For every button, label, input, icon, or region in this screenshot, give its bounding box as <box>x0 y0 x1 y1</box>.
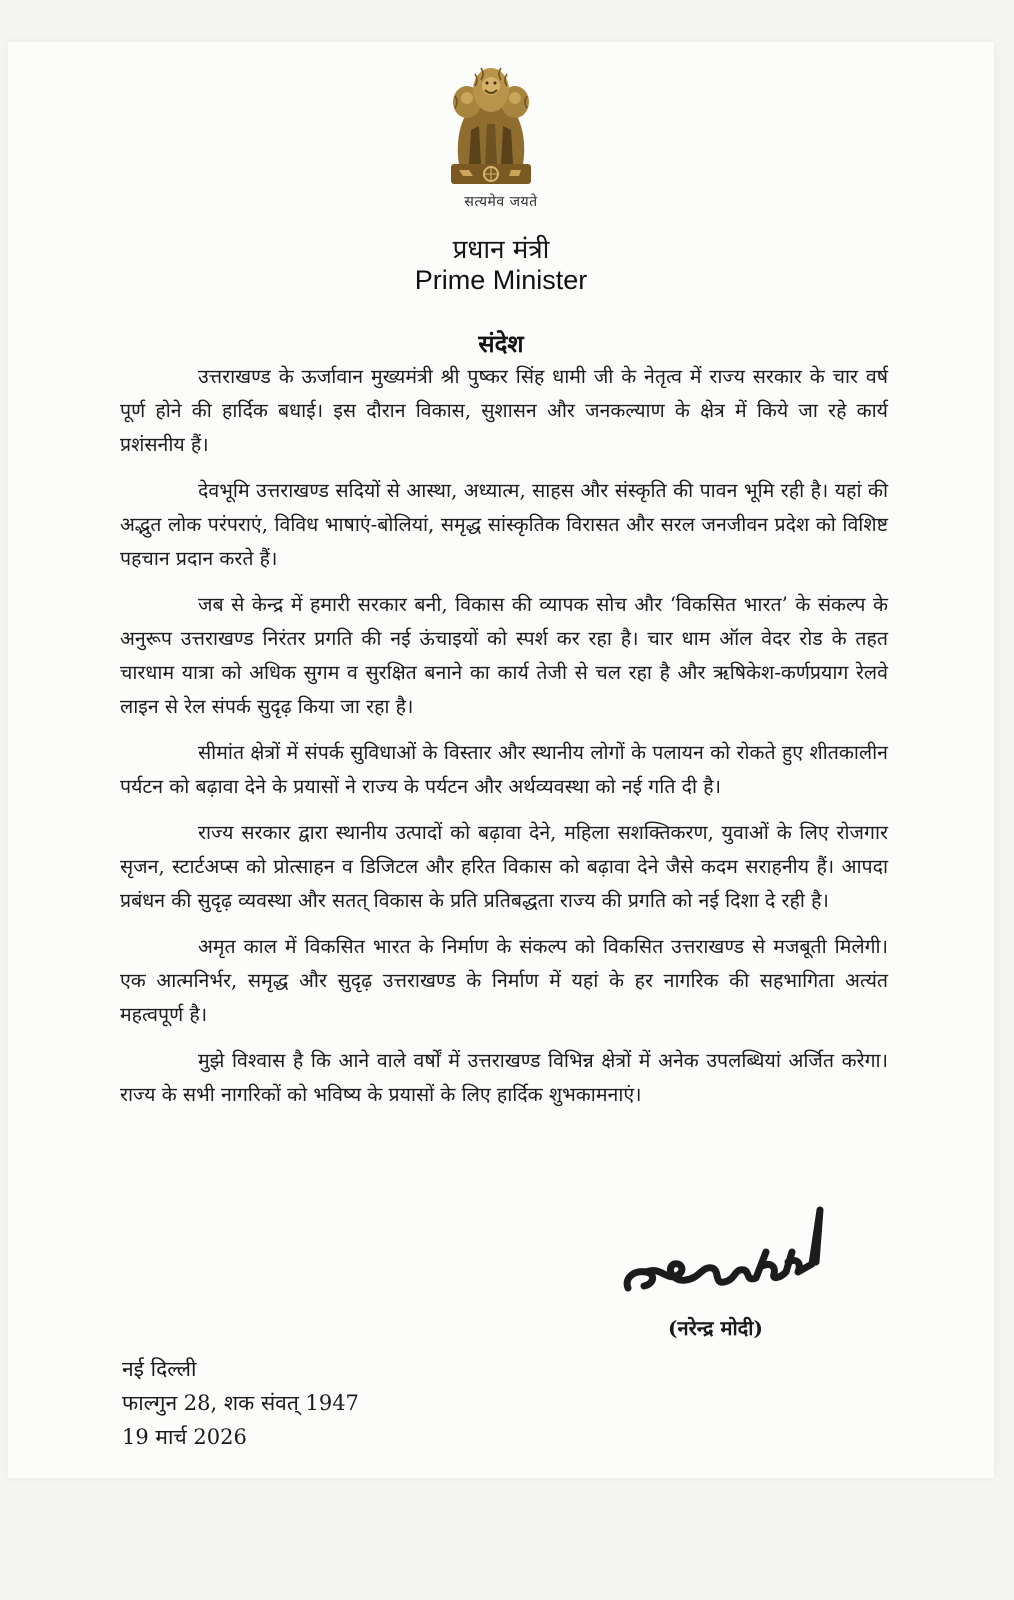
paragraph: देवभूमि उत्तराखण्ड सदियों से आस्था, अध्यात्म, साहस और संस्कृति की पावन भूमि रही है। यहां की अद्भुत लोक परंपराएं, विविध भाषाएं-बोलियां, समृद्ध सांस्कृतिक विरासत और सरल जनजीवन प्रदेश को विशिष्ट पहचान प्रदान करते हैं। <box>120 479 888 570</box>
paragraph: उत्तराखण्ड के ऊर्जावान मुख्यमंत्री श्री पुष्कर सिंह धामी जी के नेतृत्व में राज्य सरकार के चार वर्ष पूर्ण होने की हार्दिक बधाई। इस दौरान विकास, सुशासन और जनकल्याण के क्षेत्र में किये जा रहे कार्य प्रशंसनीय हैं। <box>120 365 888 456</box>
saka-date: फाल्गुन 28, शक संवत् 1947 <box>122 1391 359 1415</box>
signatory-name: (नरेन्द्र मोदी) <box>668 1316 763 1340</box>
office-title-hindi: प्रधान मंत्री <box>452 235 550 265</box>
office-title-english: Prime Minister <box>414 265 588 295</box>
paragraph: सीमांत क्षेत्रों में संपर्क सुविधाओं के विस्तार और स्थानीय लोगों के पलायन को रोकते हुए शीतकालीन पर्यटन को बढ़ावा देने के प्रयासों ने राज्य के पर्यटन और अर्थव्यवस्था को नई गति दी है। <box>120 741 888 798</box>
emblem-motto: सत्यमेव जयते <box>464 194 538 210</box>
letter-page <box>8 42 994 1478</box>
paragraph: राज्य सरकार द्वारा स्थानीय उत्पादों को बढ़ावा देने, महिला सशक्तिकरण, युवाओं के लिए रोजगार सृजन, स्टार्टअप्स को प्रोत्साहन व डिजिटल और हरित विकास को बढ़ावा देने जैसे कदम सराहनीय हैं। आपदा प्रबंधन की सुदृढ़ व्यवस्था और सतत् विकास के प्रति प्रतिबद्धता राज्य की प्रगति को नई दिशा दे रही है। <box>120 821 888 912</box>
paragraph: जब से केन्द्र में हमारी सरकार बनी, विकास की व्यापक सोच और ‘विकसित भारत’ के संकल्प के अनुरूप उत्तराखण्ड निरंतर प्रगति की नई ऊंचाइयों को स्पर्श कर रहा है। चार धाम ऑल वेदर रोड के तहत चारधाम यात्रा को अधिक सुगम व सुरक्षित बनाने का कार्य तेजी से चल रहा है और ऋषिकेश-कर्णप्रयाग रेलवे लाइन से रेल संपर्क सुदृढ़ किया जा रहा है। <box>120 593 888 718</box>
paragraph: अमृत काल में विकसित भारत के निर्माण के संकल्प को विकसित उत्तराखण्ड से मजबूती मिलेगी। एक आत्मनिर्भर, समृद्ध और सुदृढ़ उत्तराखण्ड के निर्माण में यहां के हर नागरिक की सहभागिता अत्यंत महत्वपूर्ण है। <box>120 935 888 1026</box>
message-body <box>120 360 888 1124</box>
place: नई दिल्ली <box>122 1357 197 1381</box>
gregorian-date: 19 मार्च 2026 <box>122 1425 247 1449</box>
paragraph: मुझे विश्वास है कि आने वाले वर्षों में उत्तराखण्ड विभिन्न क्षेत्रों में अनेक उपलब्धियां अर्जित करेगा। राज्य के सभी नागरिकों को भविष्य के प्रयासों के लिए हार्दिक शुभकामनाएं। <box>120 1049 888 1106</box>
message-heading: संदेश <box>478 329 524 358</box>
place-and-date <box>122 1352 359 1454</box>
handwritten-signature-icon <box>616 1192 846 1312</box>
national-emblem-icon <box>445 60 537 192</box>
